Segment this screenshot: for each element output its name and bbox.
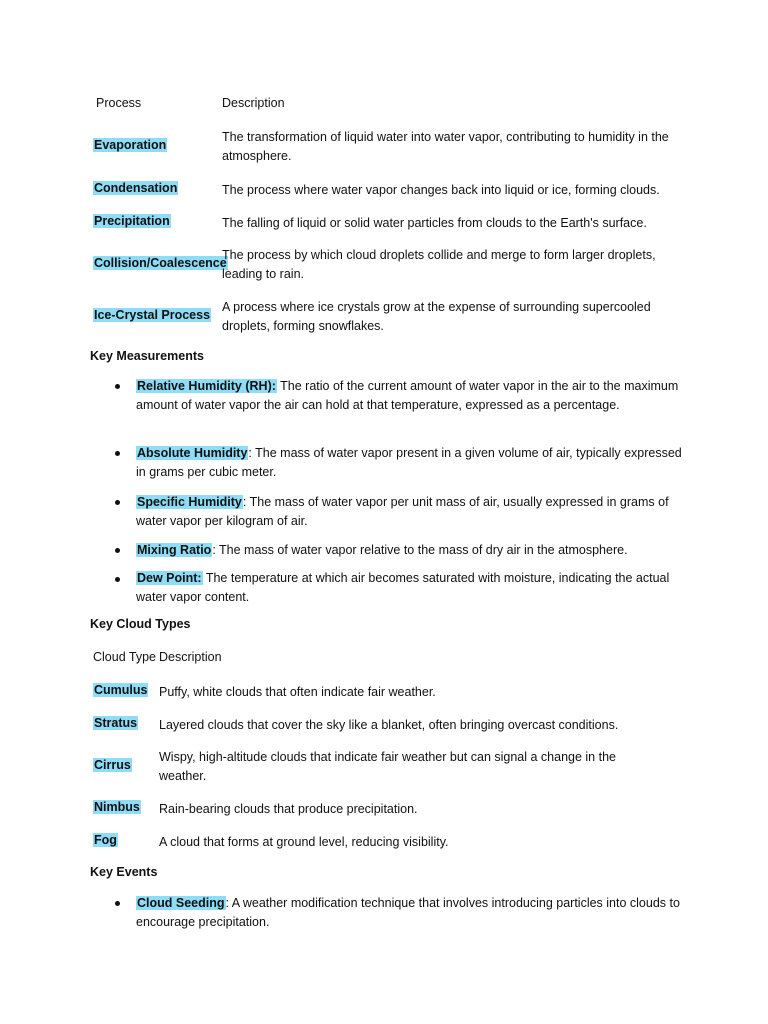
key-events-heading: Key Events (90, 865, 158, 879)
term-cumulus: Cumulus (94, 683, 148, 697)
description-evaporation: The transformation of liquid water into water vapor, contributing to humidity in the atmosphere. (222, 130, 669, 163)
bullet-icon (115, 548, 120, 553)
measurement-description: : The mass of water vapor per unit mass of air, usually expressed in grams of water vapor per kilogram of air. (136, 495, 669, 528)
term-precipitation: Precipitation (94, 214, 170, 228)
term-ice-crystal-process: Ice-Crystal Process (94, 308, 211, 322)
event-term: Cloud Seeding (137, 896, 225, 910)
description-condensation: The process where water vapor changes back into liquid or ice, forming clouds. (222, 183, 660, 197)
term-fog: Fog (94, 833, 117, 847)
term-collision-coalescence: Collision/Coalescence (94, 256, 227, 270)
bullet-icon (115, 901, 120, 906)
table-header-cloud-type: Cloud Type (93, 650, 157, 664)
key-measurements-heading: Key Measurements (90, 349, 204, 363)
description-cirrus: Wispy, high-altitude clouds that indicate fair weather but can signal a change in the weather. (159, 750, 616, 783)
measurement-description: The ratio of the current amount of water vapor in the air to the maximum amount of water vapor the air can hold at that temperature, expressed as a percentage. (136, 379, 679, 412)
measurement-term: Specific Humidity (137, 495, 242, 509)
description-ice-crystal-process: A process where ice crystals grow at the expense of surrounding supercooled droplets, forming snowflakes. (222, 300, 651, 333)
table-header-description: Description (159, 650, 222, 664)
measurement-description: : The mass of water vapor relative to the mass of dry air in the atmosphere. (212, 543, 628, 557)
measurement-description: The temperature at which air becomes saturated with moisture, indicating the actual water vapor content. (136, 571, 670, 604)
bullet-icon (115, 500, 120, 505)
bullet-icon (115, 577, 120, 582)
measurement-description: : The mass of water vapor present in a given volume of air, typically expressed in grams per cubic meter. (136, 446, 682, 479)
measurement-term: Absolute Humidity (137, 446, 248, 460)
term-stratus: Stratus (94, 716, 138, 730)
measurement-term: Mixing Ratio (137, 543, 212, 557)
bullet-icon (115, 384, 120, 389)
key-cloud-types-heading: Key Cloud Types (90, 617, 191, 631)
description-fog: A cloud that forms at ground level, reducing visibility. (159, 835, 449, 849)
measurement-term: Dew Point: (137, 571, 202, 585)
event-description: : A weather modification technique that involves introducing particles into clouds to encourage precipitation. (136, 896, 680, 929)
table-header-description: Description (222, 96, 285, 110)
term-condensation: Condensation (94, 181, 178, 195)
term-cirrus: Cirrus (94, 758, 131, 772)
description-precipitation: The falling of liquid or solid water particles from clouds to the Earth's surface. (222, 216, 647, 230)
term-evaporation: Evaporation (94, 138, 167, 152)
table-header-process: Process (96, 96, 142, 110)
description-collision-coalescence: The process by which cloud droplets collide and merge to form larger droplets, leading to rain. (222, 248, 656, 281)
description-cumulus: Puffy, white clouds that often indicate fair weather. (159, 685, 436, 699)
bullet-icon (115, 451, 120, 456)
description-nimbus: Rain-bearing clouds that produce precipitation. (159, 802, 418, 816)
description-stratus: Layered clouds that cover the sky like a blanket, often bringing overcast conditions. (159, 718, 619, 732)
measurement-term: Relative Humidity (RH): (137, 379, 276, 393)
term-nimbus: Nimbus (94, 800, 140, 814)
